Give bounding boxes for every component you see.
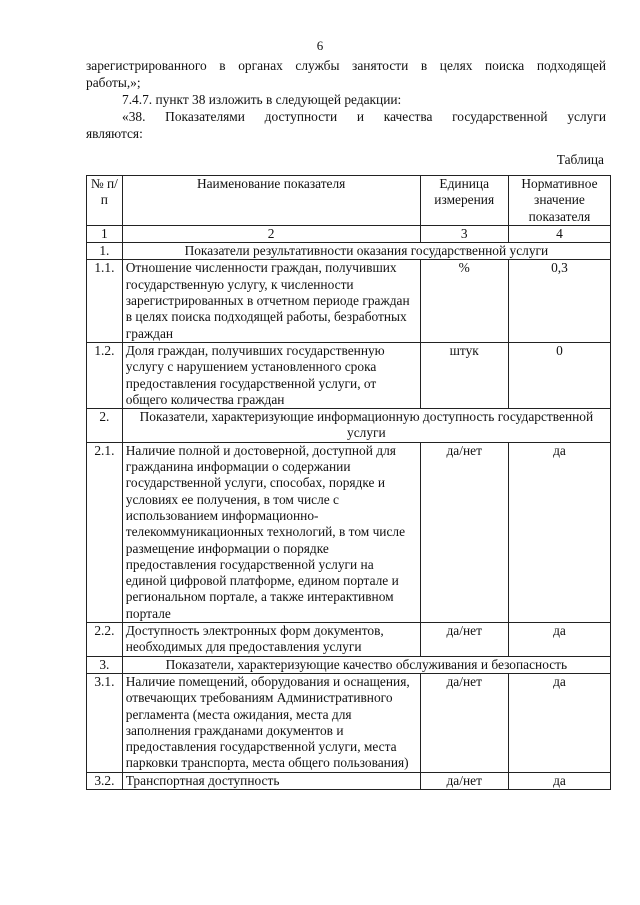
table-row [87,623,611,657]
paragraph-item-7-4-7: 7.4.7. пункт 38 изложить в следующей редакции: [122,92,402,107]
row-unit: да/нет [420,442,508,622]
section-title: Показатели результативности оказания государственной услуги [122,243,610,260]
column-number: 2 [122,225,420,242]
row-name: Доля граждан, получивших государственную услугу с нарушением установленного срока предоставления государственной услуги, от общего количества граждан [122,342,420,408]
section-num: 1. [87,243,123,260]
row-norm: 0,3 [508,260,610,342]
indicators-table [86,175,611,790]
table-row [87,772,611,789]
section-num: 2. [87,409,123,443]
row-num: 2.1. [87,442,123,622]
row-num: 2.2. [87,623,123,657]
body-text [86,57,606,168]
row-num: 3.2. [87,772,123,789]
column-number-row [87,225,611,242]
paragraph-line: зарегистрированного в органах службы занятости в целях поиска подходящей [86,58,606,73]
row-num: 3.1. [87,673,123,772]
row-norm: да [508,442,610,622]
paragraph-line: «38. Показателями доступности и качества государственной услуги [122,109,606,124]
row-norm: да [508,673,610,772]
header-unit: Единица измерения [420,176,508,226]
header-num: № п/п [87,176,123,226]
page-number: 6 [316,38,324,53]
row-unit: да/нет [420,673,508,772]
row-norm: да [508,623,610,657]
row-name: Доступность электронных форм документов, необходимых для предоставления услуги [122,623,420,657]
row-num: 1.2. [87,342,123,408]
row-name: Транспортная доступность [122,772,420,789]
row-name: Наличие полной и достоверной, доступной для гражданина информации о содержании государственной услуги, способах, порядке и условиях ее получения, в том числе с использованием информационно-телекоммуникационных технологий, в том числе размещение информации о порядке предоставления государственной услуги на единой цифровой платформе, едином портале и региональном портале, а также интерактивном портале [122,442,420,622]
row-unit: штук [420,342,508,408]
section-row [87,656,611,673]
column-number: 4 [508,225,610,242]
row-norm: да [508,772,610,789]
section-row [87,243,611,260]
paragraph-line: являются: [86,126,143,141]
section-title: Показатели, характеризующие информационную доступность государственной услуги [122,409,610,443]
table-caption: Таблица [556,152,604,167]
header-norm: Нормативное значение показателя [508,176,610,226]
table-header-row [87,176,611,226]
section-num: 3. [87,656,123,673]
section-title: Показатели, характеризующие качество обслуживания и безопасность [122,656,610,673]
header-name: Наименование показателя [122,176,420,226]
column-number: 1 [87,225,123,242]
row-unit: % [420,260,508,342]
row-unit: да/нет [420,623,508,657]
row-unit: да/нет [420,772,508,789]
section-row [87,409,611,443]
row-name: Отношение численности граждан, получивших государственную услугу, к численности зарегистрированных в отчетном периоде граждан в целях поиска подходящей работы, безработных граждан [122,260,420,342]
table-row [87,260,611,342]
column-number: 3 [420,225,508,242]
row-norm: 0 [508,342,610,408]
paragraph-line: работы,»; [86,75,141,90]
table-row [87,442,611,622]
table-row [87,673,611,772]
row-name: Наличие помещений, оборудования и оснащения, отвечающих требованиям Административного регламента (места ожидания, места для заполнения гражданами документов и предоставления государственной услуги, места парковки транспорта, места общего пользования) [122,673,420,772]
row-num: 1.1. [87,260,123,342]
table-row [87,342,611,408]
